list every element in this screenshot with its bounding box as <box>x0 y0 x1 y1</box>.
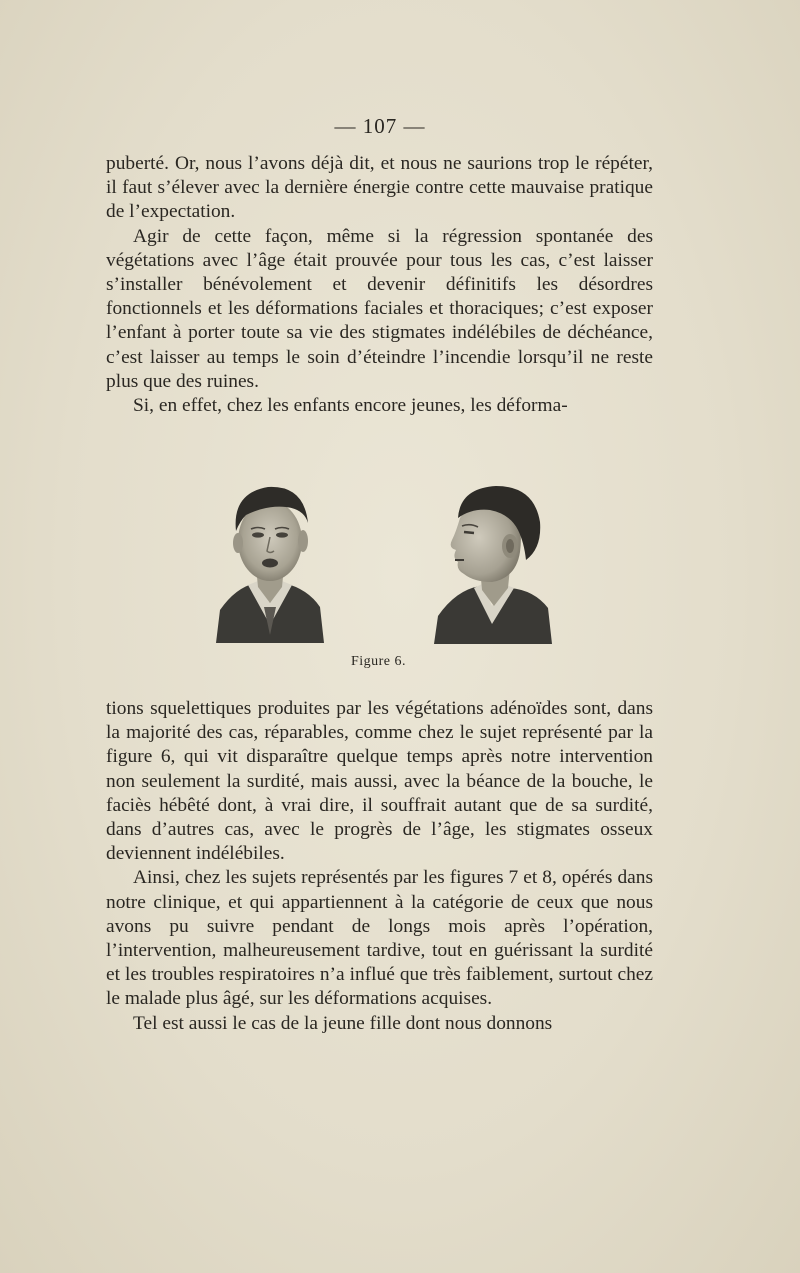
paragraph: Ainsi, chez les sujets représentés par les figures 7 et 8, opérés dans notre clinique, et qui appartiennent à la catégorie de ceux que nous avons pu suivre pendant de longs mois après l’opération, l’intervention, malheureusement tardive, tout en guérissant la surdité et les troubles respiratoires n’a influé que très faiblement, surtout chez le malade plus âgé, sur les déformations acquises. <box>106 867 653 1010</box>
portrait-profile-photo <box>430 478 556 644</box>
paragraph: Si, en effet, chez les enfants encore jeunes, les déforma- <box>133 395 568 417</box>
portrait-front-photo <box>216 475 324 643</box>
paragraph: tions squelettiques produites par les végétations adénoïdes sont, dans la majorité des cas, réparables, comme chez le sujet représenté par la figure 6, qui vit disparaître quelque temps après notre intervention non seulement la surdité, mais aussi, avec la béance de la bouche, le faciès hébêté dont, à vrai dire, il souffrait autant que de sa surdité, dans d’autres cas, avec le progrès de l’âge, les stigmates osseux deviennent indélébiles. <box>106 698 653 865</box>
figure-6 <box>216 470 546 645</box>
paragraph: puberté. Or, nous l’avons déjà dit, et nous ne saurions trop le répéter, il faut s’élever avec la dernière énergie contre cette mauvaise pratique de l’expectation. <box>106 153 653 223</box>
figure-caption: Figure 6. <box>350 654 407 669</box>
paragraph: Agir de cette façon, même si la régression spontanée des végétations avec l’âge était prouvée pour tous les cas, c’est laisser s’installer bénévolement et devenir définitifs les désordres fonctionnels et les déformations faciales et thoraciques; c’est exposer l’enfant à porter toute sa vie des stigmates indélébiles de déchéance, c’est laisser au temps le soin d’éteindre l’incendie lorsqu’il ne reste plus que des ruines. <box>106 225 653 392</box>
text-block-top <box>106 152 653 418</box>
page-number: — 107 — <box>334 114 426 138</box>
text-block-bottom <box>106 697 653 1036</box>
paragraph: Tel est aussi le cas de la jeune fille dont nous donnons <box>133 1012 553 1034</box>
